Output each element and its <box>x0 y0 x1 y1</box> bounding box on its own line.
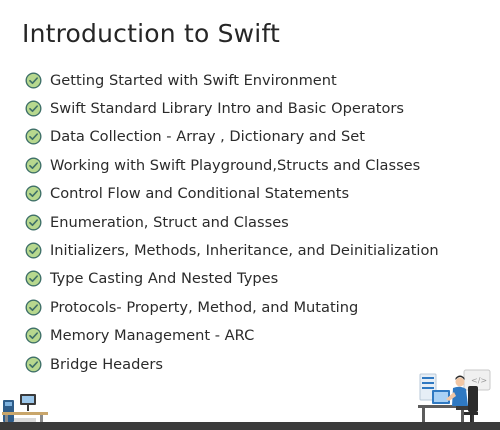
topic-label: Protocols- Property, Method, and Mutating <box>50 298 359 316</box>
check-circle-icon <box>25 157 42 174</box>
list-item <box>25 293 439 321</box>
list-item <box>25 236 439 264</box>
developer-illustration-right <box>416 368 492 430</box>
list-item <box>25 151 439 179</box>
list-item <box>25 350 439 378</box>
check-circle-icon <box>25 270 42 287</box>
topic-label: Data Collection - Array , Dictionary and Set <box>50 128 365 146</box>
page-title: Introduction to Swift <box>22 19 281 48</box>
topic-label: Getting Started with Swift Environment <box>50 71 337 89</box>
check-circle-icon <box>25 128 42 145</box>
check-circle-icon <box>25 327 42 344</box>
check-circle-icon <box>25 214 42 231</box>
list-item <box>25 265 439 293</box>
check-circle-icon <box>25 356 42 373</box>
topic-label: Bridge Headers <box>50 355 163 373</box>
check-circle-icon <box>25 72 42 89</box>
list-item <box>25 94 439 122</box>
topic-list <box>25 66 439 378</box>
list-item <box>25 66 439 94</box>
list-item <box>25 208 439 236</box>
topic-label: Enumeration, Struct and Classes <box>50 213 289 231</box>
topic-label: Working with Swift Playground,Structs and Classes <box>50 156 421 174</box>
list-item <box>25 123 439 151</box>
check-circle-icon <box>25 185 42 202</box>
list-item <box>25 180 439 208</box>
list-item <box>25 322 439 350</box>
svg-text:</>: </> <box>471 376 488 385</box>
topic-label: Initializers, Methods, Inheritance, and Deinitialization <box>50 242 439 260</box>
check-circle-icon <box>25 242 42 259</box>
topic-label: Memory Management - ARC <box>50 327 255 345</box>
topic-label: Control Flow and Conditional Statements <box>50 185 350 203</box>
check-circle-icon <box>25 299 42 316</box>
topic-label: Swift Standard Library Intro and Basic Operators <box>50 100 405 118</box>
footer-bar <box>0 422 500 430</box>
check-circle-icon <box>25 100 42 117</box>
topic-label: Type Casting And Nested Types <box>50 270 279 288</box>
